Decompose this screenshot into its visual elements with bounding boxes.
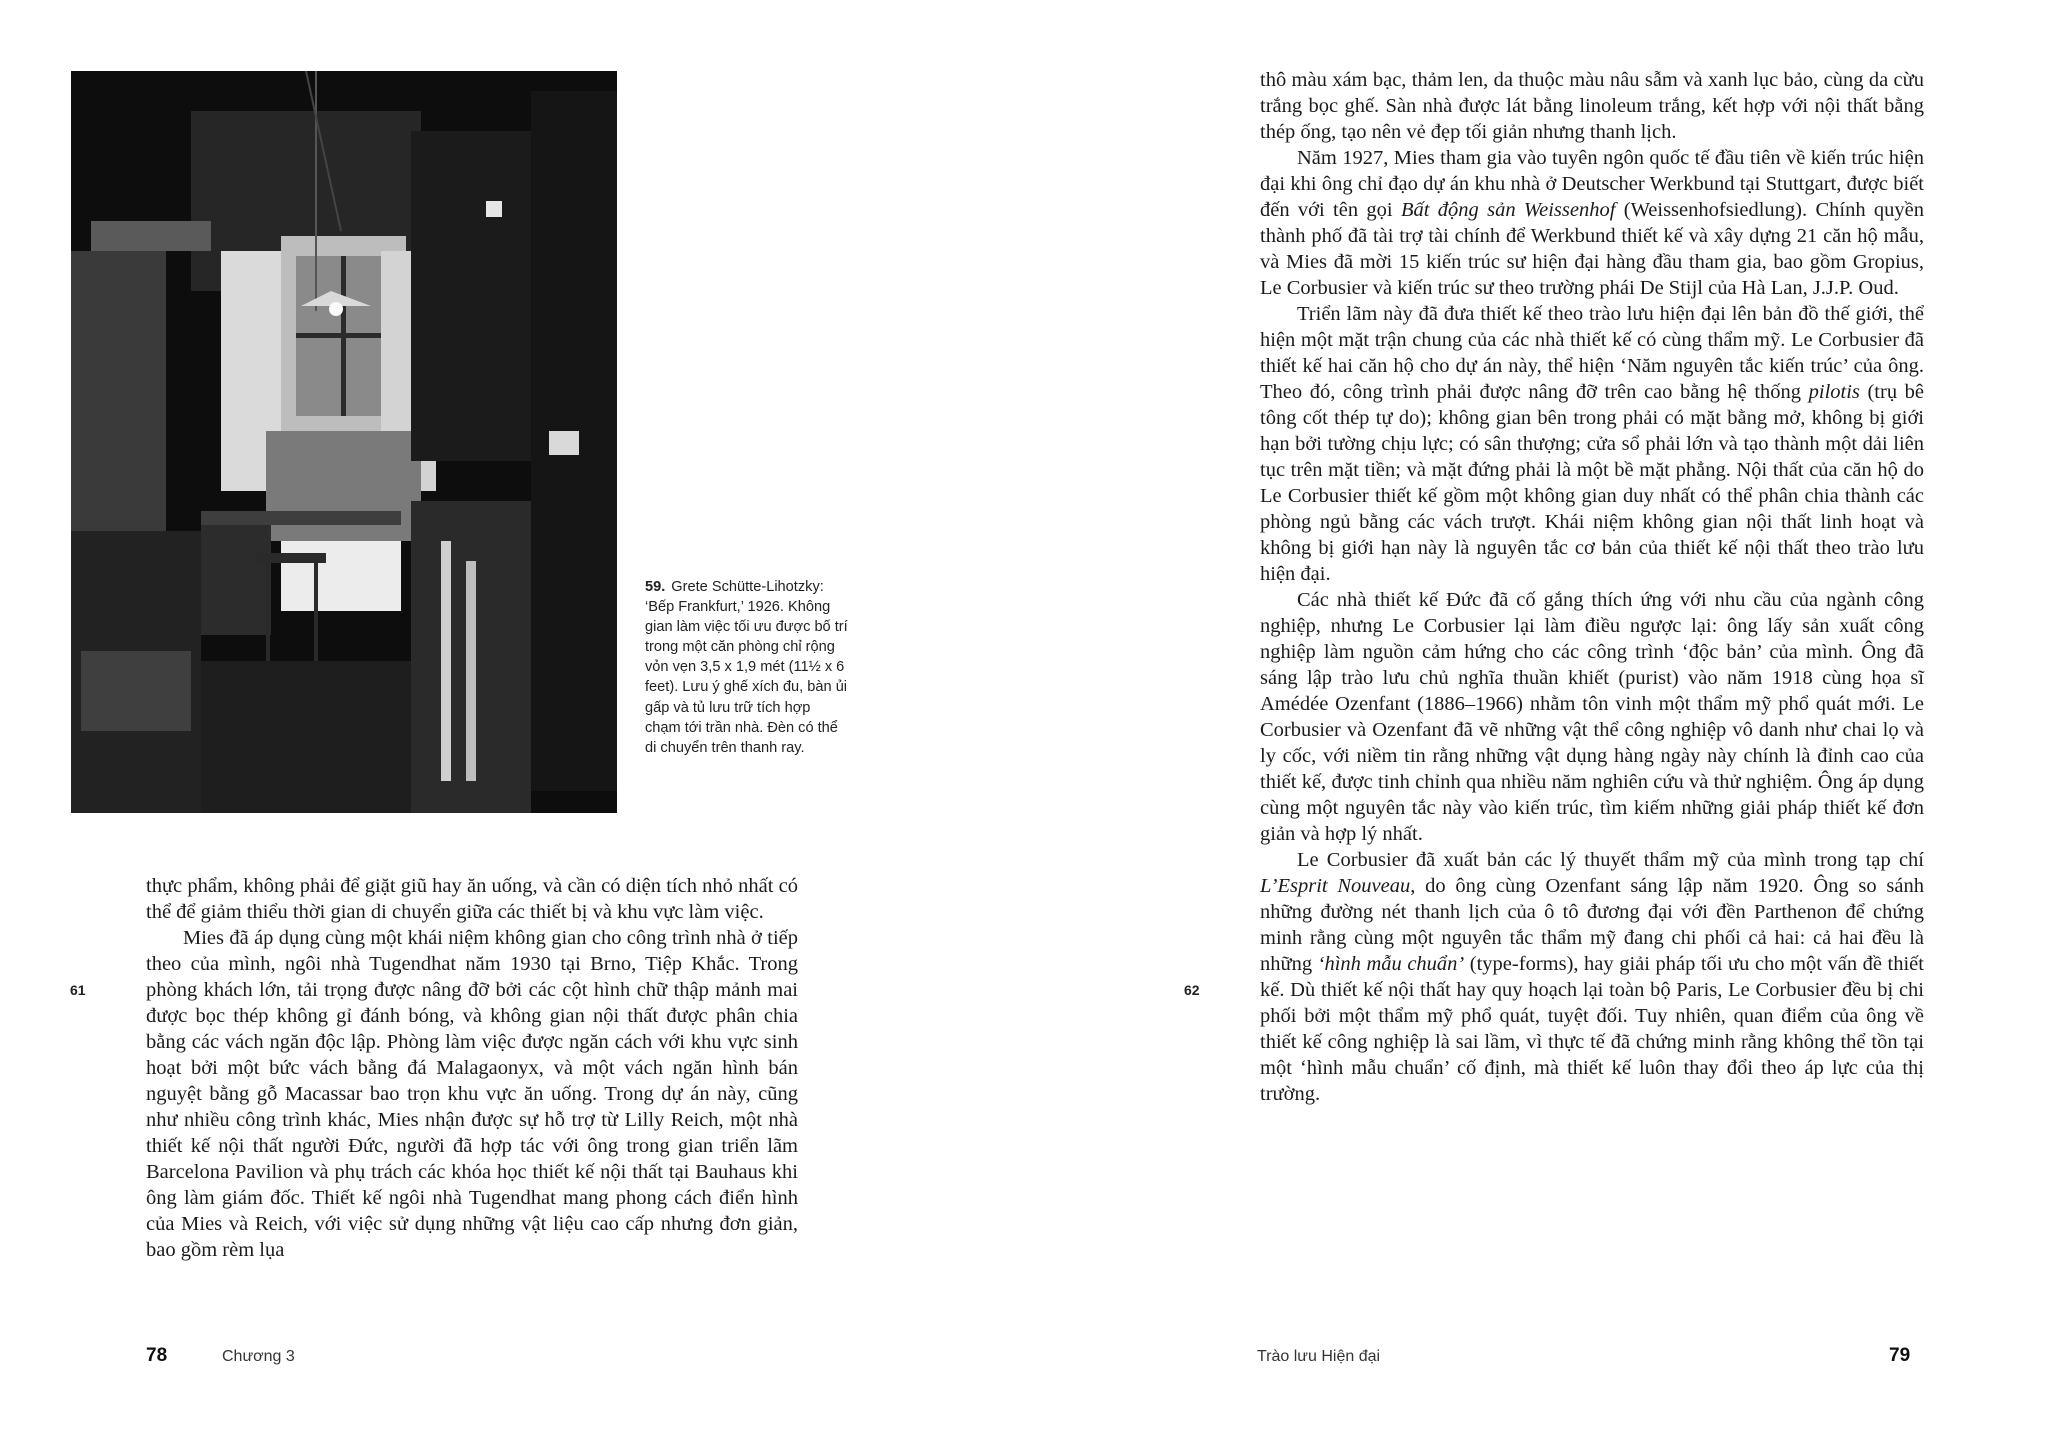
text-run: , do ông cùng Ozenfant sáng lập năm 1920. Ông so sánh những đường nét thanh lịch của ô tô đương đại với đền Parthenon để chứng minh rằng cùng một nguyên tắc thẩm mỹ đang chi phối cả hai: cả hai đều là những <box>1260 875 1924 975</box>
italic-text: pilotis <box>1808 381 1860 403</box>
figure-caption <box>645 577 850 758</box>
text-run: Triển lãm này đã đưa thiết kế theo trào lưu hiện đại lên bản đồ thế giới, thể hiện một mặt trận chung của các nhà thiết kế có cùng thẩm mỹ. Le Corbusier đã thiết kế hai căn hộ cho dự án này, thể hiện ‘Năm nguyên tắc kiến trúc’ của ông. Theo đó, công trình phải được nâng đỡ trên cao bằng hệ thống <box>1260 303 1924 403</box>
chapter-label: Chương 3 <box>222 1348 295 1365</box>
paragraph <box>1260 145 1924 301</box>
text-run: (trụ bê tông cốt thép tự do); không gian bên trong phải có mặt bằng mở, không bị giới hạn bởi tường chịu lực; có sân thượng; cửa sổ phải lớn và tạo thành một dải liên tục trên mặt tiền; và mặt đứng phải là một bề mặt phẳng. Nội thất của căn hộ do Le Corbusier thiết kế gồm một không gian duy nhất có thể phân chia thành các phòng ngủ bằng các vách trượt. Khái niệm không gian nội thất linh hoạt và không bị giới hạn này là nguyên tắc cơ bản của thiết kế nội thất theo trào lưu hiện đại. <box>1260 381 1925 585</box>
figure-number: 59. <box>645 579 666 595</box>
right-page <box>1024 0 2048 1433</box>
page-number: 79 <box>1889 1345 1911 1366</box>
left-body-text <box>146 873 798 1263</box>
paragraph <box>1260 67 1924 145</box>
kitchen-photograph <box>71 71 617 813</box>
figure-caption-text: Grete Schütte-Lihotzky: ‘Bếp Frankfurt,’ 1926. Không gian làm việc tối ưu được bố trí trong một căn phòng chỉ rộng vỏn vẹn 3,5 x 1,9 mét (11½ x 6 feet). Lưu ý ghế xích đu, bàn ủi gấp và tủ lưu trữ tích hợp chạm tới trần nhà. Đèn có thể di chuyển trên thanh ray. <box>645 579 848 756</box>
text-run: (Weissenhofsiedlung). Chính quyền thành phố đã tài trợ tài chính để Werkbund thiết kế và xây dựng 21 căn hộ mẫu, và Mies đã mời 15 kiến trúc sư hiện đại hàng đầu tham gia, bao gồm Gropius, Le Corbusier và kiến trúc sư theo trường phái De Stijl của Hà Lan, J.J.P. Oud. <box>1260 199 1925 299</box>
page-number: 78 <box>146 1345 168 1366</box>
text-run: Các nhà thiết kế Đức đã cố gắng thích ứng với nhu cầu của ngành công nghiệp, nhưng Le Corbusier lại làm điều ngược lại: ông lấy sản xuất công nghiệp làm nguồn cảm hứng cho các công trình ‘độc bản’ của mình. Ông đã sáng lập trào lưu chủ nghĩa thuần khiết (purist) vào năm 1918 cùng họa sĩ Amédée Ozenfant (1886–1966) nhằm tôn vinh một thẩm mỹ phổ quát mới. Le Corbusier và Ozenfant đã vẽ những vật thể công nghiệp vô danh như chai lọ và ly cốc, với niềm tin rằng những vật dụng hàng ngày này chính là đỉnh cao của thiết kế, được tinh chỉnh qua nhiều năm nghiên cứu và thử nghiệm. Ông áp dụng cùng một nguyên tắc này vào kiến trúc, tìm kiếm những giải pháp thiết kế đơn giản và hợp lý nhất. <box>1260 589 1924 845</box>
margin-note-number: 61 <box>70 982 86 998</box>
italic-text: L’Esprit Nouveau <box>1260 875 1411 897</box>
right-body-text <box>1260 67 1924 1107</box>
margin-note-number: 62 <box>1184 982 1200 998</box>
paragraph <box>1260 847 1924 1107</box>
paragraph: thực phẩm, không phải để giặt giũ hay ăn uống, và cần có diện tích nhỏ nhất có thể để giảm thiểu thời gian di chuyển giữa các thiết bị và khu vực làm việc. <box>146 875 798 923</box>
paragraph <box>1260 587 1924 847</box>
italic-text: Bất động sản Weissenhof <box>1400 199 1616 221</box>
paragraph <box>1260 301 1924 587</box>
paragraph: Mies đã áp dụng cùng một khái niệm không gian cho công trình nhà ở tiếp theo của mình, ngôi nhà Tugendhat năm 1930 tại Brno, Tiệp Khắc. Trong phòng khách lớn, tải trọng được nâng đỡ bởi các cột hình chữ thập mảnh mai được bọc thép không gỉ đánh bóng, và không gian nội thất được phân chia bằng các vách ngăn độc lập. Phòng làm việc được ngăn cách với khu vực sinh hoạt bởi một bức vách bằng đá Malagaonyx, và một vách ngăn hình bán nguyệt bằng gỗ Macassar bao trọn khu vực ăn uống. Trong dự án này, cũng như nhiều công trình khác, Mies nhận được sự hỗ trợ từ Lilly Reich, một nhà thiết kế nội thất người Đức, người đã hợp tác với ông trong gian triển lãm Barcelona Pavilion và phụ trách các khóa học thiết kế nội thất tại Bauhaus khi ông làm giám đốc. Thiết kế ngôi nhà Tugendhat mang phong cách điển hình của Mies và Reich, với việc sử dụng những vật liệu cao cấp nhưng đơn giản, bao gồm rèm lụa <box>146 927 798 1261</box>
section-label: Trào lưu Hiện đại <box>1257 1348 1381 1365</box>
text-run: (type-forms), hay giải pháp tối ưu cho một vấn đề thiết kế. Dù thiết kế nội thất hay quy hoạch lại toàn bộ Paris, Le Corbusier đều bị chi phối bởi một thẩm mỹ phổ quát, tuyệt đối. Tuy nhiên, quan điểm của ông về thiết kế công nghiệp là sai lầm, vì thực tế đã chứng minh rằng không thể tồn tại một ‘hình mẫu chuẩn’ cố định, mà thiết kế luôn thay đổi theo áp lực của thị trường. <box>1260 953 1924 1105</box>
italic-text: ‘hình mẫu chuẩn’ <box>1317 953 1465 975</box>
text-run: Năm 1927, Mies tham gia vào tuyên ngôn quốc tế đầu tiên về kiến trúc hiện đại khi ông chỉ đạo dự án khu nhà ở Deutscher Werkbund tại Stuttgart, được biết đến với tên gọi <box>1260 147 1924 221</box>
text-run: thô màu xám bạc, thảm len, da thuộc màu nâu sẫm và xanh lục bảo, cùng da cừu trắng bọc ghế. Sàn nhà được lát bằng linoleum trắng, kết hợp với nội thất bằng thép ống, tạo nên vẻ đẹp tối giản nhưng thanh lịch. <box>1260 69 1924 143</box>
text-run: Le Corbusier đã xuất bản các lý thuyết thẩm mỹ của mình trong tạp chí <box>1297 849 1924 871</box>
